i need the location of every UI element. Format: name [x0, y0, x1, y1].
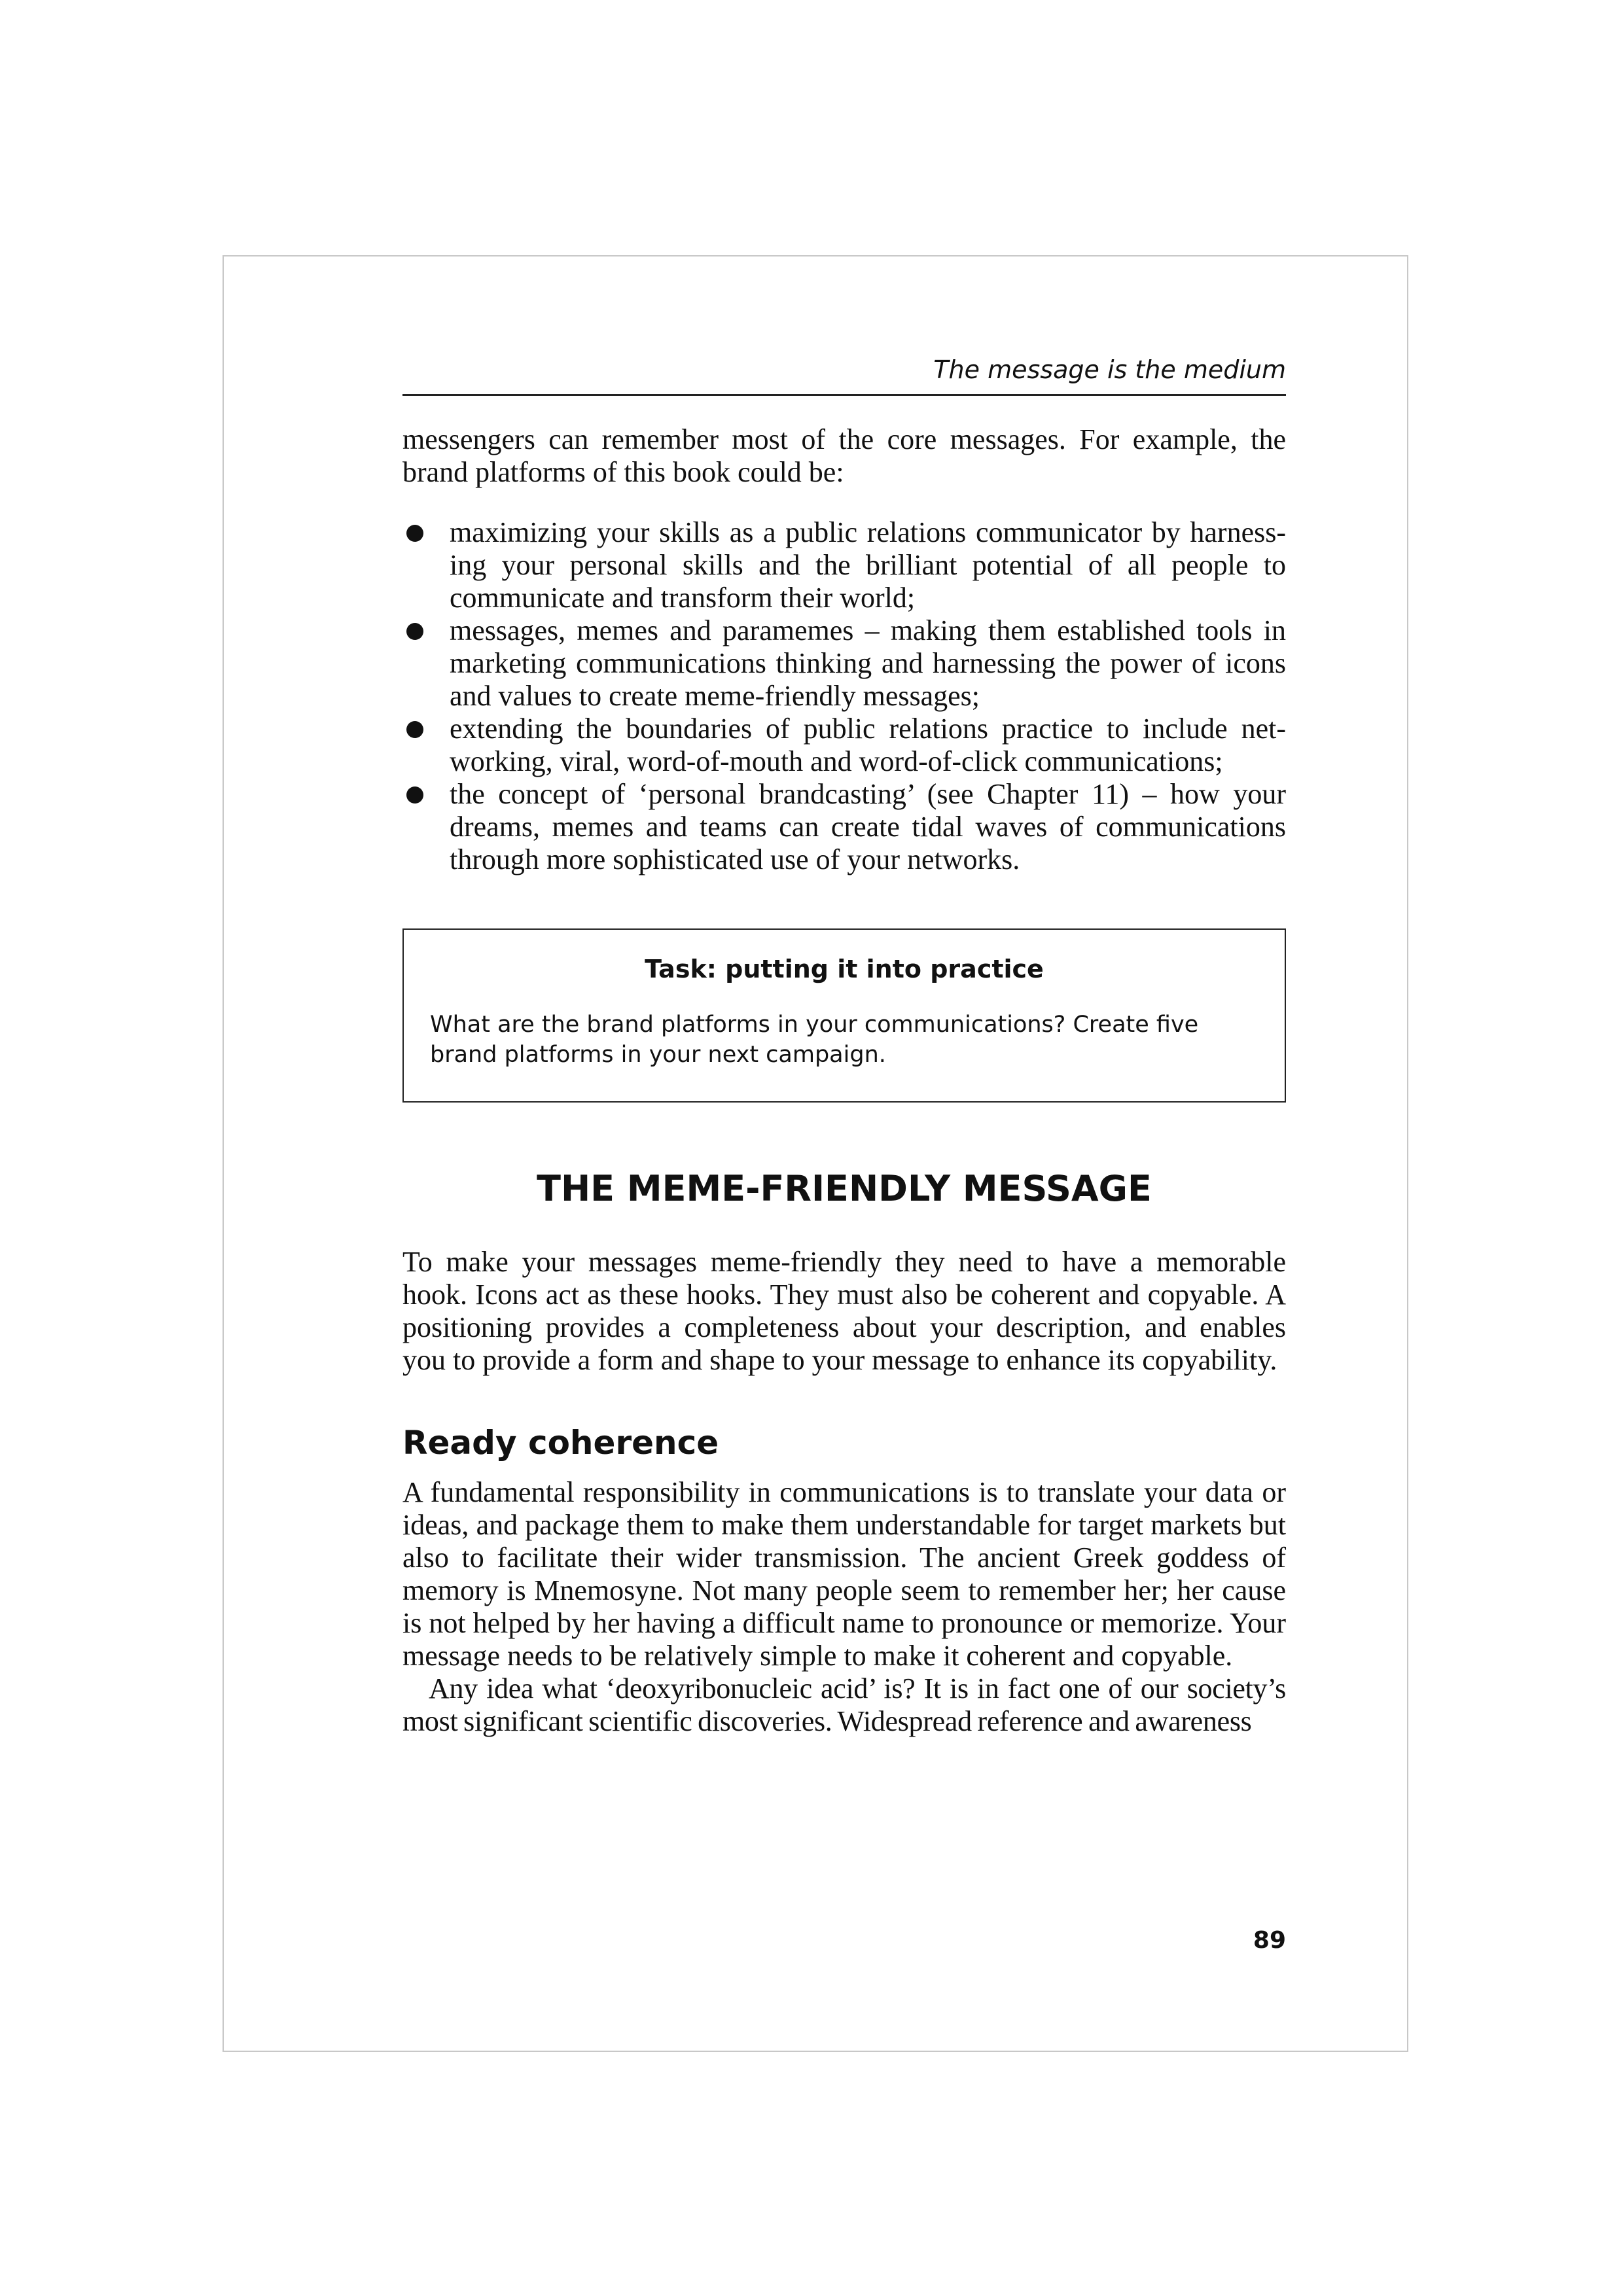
page-number: 89 — [1253, 1927, 1286, 1954]
list-item — [402, 614, 1286, 713]
list-item-text: messages, memes and paramemes – making them established tools in marketing communications thinking and harnessing the power of icons and values to create meme-friendly messages; — [450, 614, 1286, 712]
bullet-icon — [406, 623, 423, 640]
list-item-text: maximizing your skills as a public relations communicator by harness-ing your personal skills and the brilliant potential of all people to communicate and transform their world; — [450, 516, 1286, 614]
list-item-text: extending the boundaries of public relations practice to include net-working, viral, word-of-mouth and word-of-click communications; — [450, 713, 1286, 777]
coherence-paragraph-continued: Any idea what ‘deoxyribonucleic acid’ is? It is in fact one of our society’s most significant scientific discoveries. Widespread reference and awareness — [402, 1672, 1286, 1737]
bullet-icon — [406, 525, 423, 542]
section-heading: THE MEME-FRIENDLY MESSAGE — [537, 1168, 1152, 1209]
bullet-icon — [406, 721, 423, 738]
list-item — [402, 713, 1286, 778]
coherence-paragraph: A fundamental responsibility in communications is to translate your data or ideas, and package them to make them understandable for target markets but also to facilitate their wider transmission. The ancient Greek goddess of memory is Mnemosyne. Not many people seem to remember her; her cause is not helped by her having a difficult name to pronounce or memorize. Your message needs to be relatively simple to make it coherent and copyable. — [402, 1476, 1286, 1672]
task-title: Task: putting it into practice — [645, 955, 1044, 983]
brand-platform-list — [402, 516, 1286, 876]
list-item — [402, 778, 1286, 876]
running-head: The message is the medium — [402, 340, 1286, 396]
task-box — [402, 928, 1286, 1103]
task-text: What are the brand platforms in your communications? Create five brand platforms in your next campaign. — [430, 1012, 1199, 1068]
subheading: Ready coherence — [402, 1424, 719, 1462]
list-item — [402, 516, 1286, 614]
intro-paragraph: messengers can remember most of the core messages. For example, the brand platforms of this book could be: — [402, 423, 1286, 488]
list-item-text: the concept of ‘personal brandcasting’ (see Chapter 11) – how your dreams, memes and teams can create tidal waves of communications through more sophisticated use of your networks. — [450, 778, 1286, 875]
page-content — [402, 340, 1286, 1738]
bullet-icon — [406, 786, 423, 804]
section-paragraph: To make your messages meme-friendly they need to have a memorable hook. Icons act as these hooks. They must also be coherent and copyable. A positioning provides a completeness about your description, and enables you to provide a form and shape to your message to enhance its copyability. — [402, 1246, 1286, 1376]
